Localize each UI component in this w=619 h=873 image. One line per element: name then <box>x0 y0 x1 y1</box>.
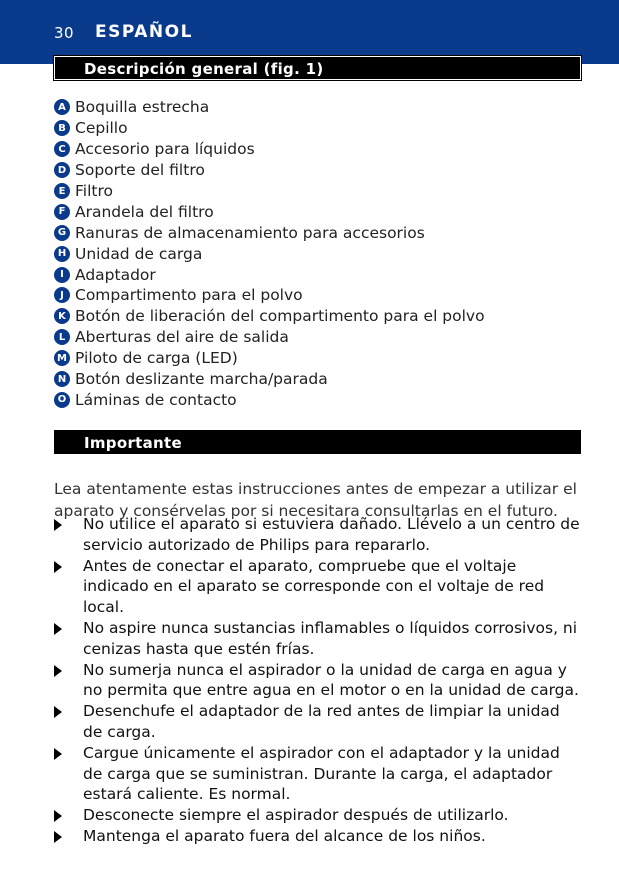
part-item <box>54 264 485 285</box>
letter-badge-a: A <box>54 99 70 115</box>
warning-text: No utilice el aparato si estuviera dañado. Llévelo a un centro de servicio autorizado de Philips para repararlo. <box>83 515 580 554</box>
part-label: Piloto de carga (LED) <box>75 349 238 368</box>
part-label: Aberturas del aire de salida <box>75 328 289 347</box>
part-item <box>54 118 485 139</box>
letter-badge-b: B <box>54 120 70 136</box>
part-label: Cepillo <box>75 119 128 138</box>
section-title-important: Importante <box>84 434 182 452</box>
warning-text: No aspire nunca sustancias inflamables o líquidos corrosivos, ni cenizas hasta que estén frías. <box>83 618 578 658</box>
warning-item <box>54 514 584 555</box>
warning-item <box>54 660 584 701</box>
bullet-icon <box>54 561 62 573</box>
letter-badge-l: L <box>54 329 70 345</box>
letter-badge-f: F <box>54 204 70 220</box>
part-label: Soporte del filtro <box>75 161 205 180</box>
bullet-icon <box>54 706 62 718</box>
warning-item <box>54 618 584 659</box>
warning-text: Desconecte siempre el aspirador después de utilizarlo. <box>83 806 509 825</box>
part-label: Unidad de carga <box>75 244 203 263</box>
letter-badge-e: E <box>54 183 70 199</box>
parts-list <box>54 97 485 410</box>
letter-badge-k: K <box>54 308 70 324</box>
part-label: Filtro <box>75 182 113 200</box>
part-item <box>54 181 485 202</box>
warning-text: Mantenga el aparato fuera del alcance de los niños. <box>83 827 486 846</box>
part-label: Adaptador <box>75 265 156 284</box>
part-item <box>54 222 485 243</box>
part-label: Botón deslizante marcha/parada <box>75 370 328 389</box>
part-label: Accesorio para líquidos <box>75 140 255 159</box>
part-item <box>54 97 485 118</box>
part-label: Ranuras de almacenamiento para accesorios <box>75 223 425 242</box>
part-item <box>54 139 485 160</box>
intro-paragraph: Lea atentamente estas instrucciones antes de empezar a utilizar el aparato y consérvelas por si necesitara consultarlas en el futuro. <box>54 479 577 520</box>
letter-badge-n: N <box>54 371 70 387</box>
warning-text: Antes de conectar el aparato, compruebe que el voltaje indicado en el aparato se corresponde con el voltaje de red local. <box>83 556 545 616</box>
bullet-icon <box>54 831 62 843</box>
part-label: Láminas de contacto <box>75 390 237 409</box>
part-item <box>54 369 485 390</box>
part-item <box>54 201 485 222</box>
header-curve-decoration <box>0 0 619 64</box>
letter-badge-h: H <box>54 246 70 262</box>
bullet-icon <box>54 748 62 760</box>
letter-badge-o: O <box>54 392 70 408</box>
letter-badge-m: M <box>54 350 70 366</box>
part-label: Botón de liberación del compartimento para el polvo <box>75 307 485 326</box>
letter-badge-i: I <box>54 267 70 283</box>
bullet-icon <box>54 519 62 531</box>
section-heading-important <box>54 430 581 454</box>
letter-badge-g: G <box>54 225 70 241</box>
part-item <box>54 285 485 306</box>
part-item <box>54 327 485 348</box>
warning-text: No sumerja nunca el aspirador o la unidad de carga en agua y no permita que entre agua en el motor o en la unidad de carga. <box>83 660 579 700</box>
language-title: ESPAÑOL <box>95 22 193 42</box>
warning-item <box>54 805 584 826</box>
warning-item <box>54 826 584 847</box>
section-heading-overview <box>54 56 581 80</box>
warning-item <box>54 556 584 618</box>
part-item <box>54 160 485 181</box>
letter-badge-j: J <box>54 287 70 303</box>
part-item <box>54 389 485 410</box>
warning-text: Desenchufe el adaptador de la red antes de limpiar la unidad de carga. <box>83 702 560 741</box>
bullet-icon <box>54 623 62 635</box>
part-label: Compartimento para el polvo <box>75 286 303 305</box>
part-label: Boquilla estrecha <box>75 98 210 117</box>
letter-badge-c: C <box>54 141 70 157</box>
letter-badge-d: D <box>54 162 70 178</box>
warnings-list <box>54 514 584 848</box>
part-item <box>54 348 485 369</box>
section-title-overview: Descripción general (fig. 1) <box>84 60 324 78</box>
part-item <box>54 306 485 327</box>
bullet-icon <box>54 665 62 677</box>
part-item <box>54 243 485 264</box>
warning-item <box>54 701 584 742</box>
warning-item <box>54 743 584 805</box>
page-number: 30 <box>54 24 75 42</box>
part-label: Arandela del filtro <box>75 202 214 221</box>
warning-text: Cargue únicamente el aspirador con el adaptador y la unidad de carga que se suministran. Durante la carga, el adaptador estará caliente. Es normal. <box>83 744 560 804</box>
bullet-icon <box>54 810 62 822</box>
